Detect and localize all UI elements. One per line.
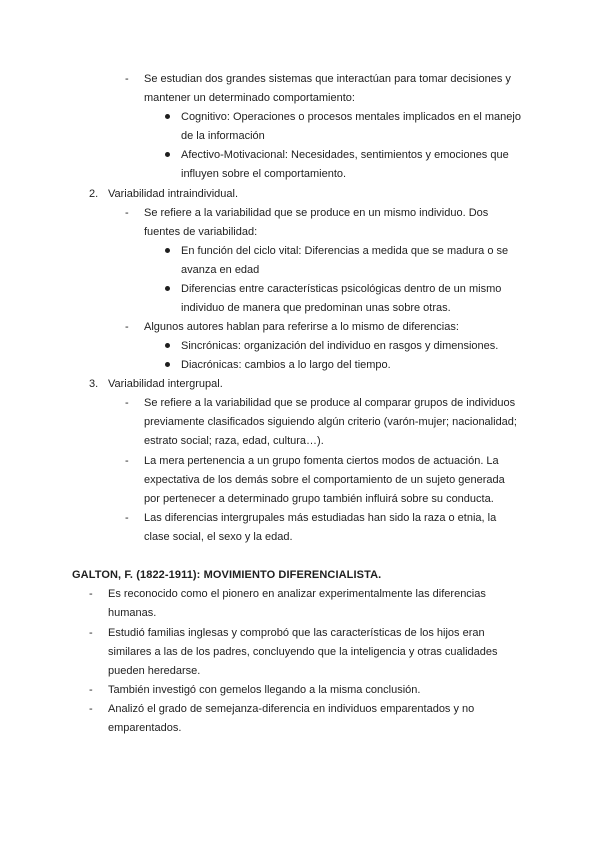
list-item: La mera pertenencia a un grupo fomenta ciertos modos de actuación. La expectativa de los demás sobre el comportamiento de un sujeto generada por pertenecer a determinado grupo también influirá sobre su conducta. [144,455,505,505]
list-item: Afectivo-Motivacional: Necesidades, sentimientos y emociones que influyen sobre el comportamiento. [181,149,509,180]
dash-marker: - [125,73,129,85]
bullet-icon [165,248,170,253]
list-item-title: Variabilidad intraindividual. [108,188,239,200]
list-number: 3. [89,378,99,390]
bullet-icon [165,286,170,291]
dash-marker: - [125,397,129,409]
list-item: Se refiere a la variabilidad que se produce en un mismo individuo. Dos fuentes de variabilidad: [144,207,489,238]
list-item: Se estudian dos grandes sistemas que interactúan para tomar decisiones y mantener un determinado comportamiento: [144,73,511,104]
bullet-icon [165,114,170,119]
list-item: Diferencias entre características psicológicas dentro de un mismo individuo de manera que predominan unas sobre otras. [181,283,502,314]
list-number: 2. [89,188,99,200]
dash-marker: - [125,321,129,333]
list-item: Las diferencias intergrupales más estudiadas han sido la raza o etnia, la clase social, el sexo y la edad. [144,512,497,543]
list-item: Estudió familias inglesas y comprobó que las características de los hijos eran similares a las de los padres, concluyendo que la inteligencia y otras cualidades pueden heredarse. [108,627,498,677]
bullet-icon [165,343,170,348]
dash-marker: - [125,207,129,219]
list-item: Cognitivo: Operaciones o procesos mentales implicados en el manejo de la información [181,111,521,142]
list-item: Algunos autores hablan para referirse a lo mismo de diferencias: [144,321,459,333]
bullet-icon [165,362,170,367]
list-item: Sincrónicas: organización del individuo en rasgos y dimensiones. [181,340,499,352]
dash-marker: - [125,512,129,524]
list-item: También investigó con gemelos llegando a la misma conclusión. [108,684,421,696]
dash-marker: - [89,588,93,600]
dash-marker: - [125,455,129,467]
section-heading: GALTON, F. (1822-1911): MOVIMIENTO DIFERENCIALISTA. [72,569,382,581]
list-item: En función del ciclo vital: Diferencias a medida que se madura o se avanza en edad [181,245,509,276]
bullet-icon [165,152,170,157]
list-item: Diacrónicas: cambios a lo largo del tiempo. [181,359,391,371]
dash-marker: - [89,703,93,715]
list-item: Es reconocido como el pionero en analizar experimentalmente las diferencias humanas. [108,588,486,619]
list-item-title: Variabilidad intergrupal. [108,378,223,390]
dash-marker: - [89,684,93,696]
list-item: Analizó el grado de semejanza-diferencia en individuos emparentados y no emparentados. [108,703,475,734]
dash-marker: - [89,627,93,639]
list-item: Se refiere a la variabilidad que se produce al comparar grupos de individuos previamente clasificados siguiendo algún criterio (varón-mujer; nacionalidad; estrato social; raza, edad, cultura…). [144,397,517,447]
